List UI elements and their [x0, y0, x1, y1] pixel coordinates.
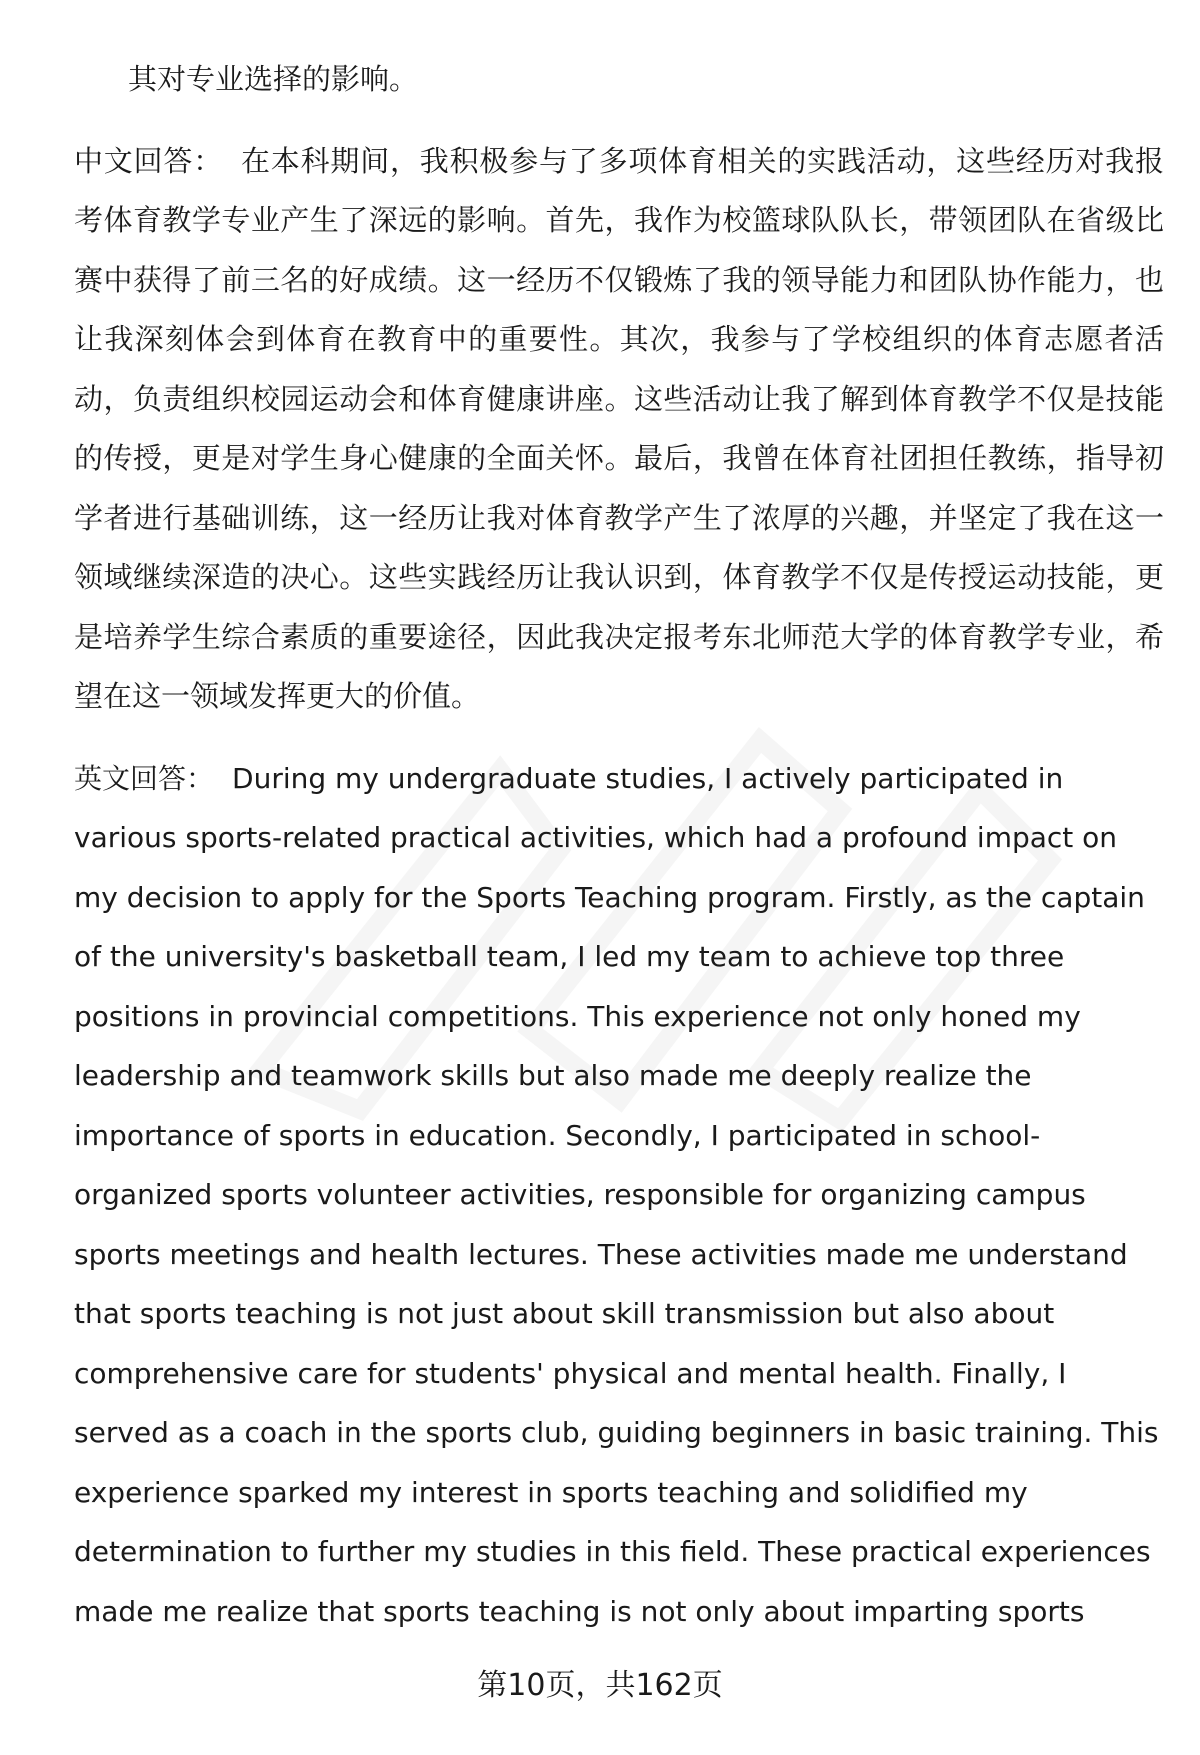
- english-answer-paragraph: [74, 749, 1164, 1642]
- chinese-answer-label: 中文回答：: [74, 143, 223, 178]
- page-indicator: 第10页，共162页: [477, 1668, 723, 1703]
- chinese-answer-paragraph: [74, 132, 1164, 727]
- english-answer-text: During my undergraduate studies, I actively participated in various sports-related practical activities, which had a profound impact on my decision to apply for the Sports Teaching program. Firstly, as the captain of the university's basketball team, I led my team to achieve top three positions in provincial competitions. This experience not only honed my leadership and teamwork skills but also made me deeply realize the importance of sports in education. Secondly, I participated in school-organized sports volunteer activities, responsible for organizing campus sports meetings and health lectures. These activities made me understand that sports teaching is not just about skill transmission but also about comprehensive care for students' physical and mental health. Finally, I served as a coach in the sports club, guiding beginners in basic training. This experience sparked my interest in sports teaching and solidified my determination to further my studies in this field. These practical experiences made me realize that sports teaching is not only about imparting sports: [74, 761, 1159, 1628]
- document-page: [74, 50, 1164, 1641]
- english-answer-label: 英文回答：: [74, 761, 215, 795]
- continuation-paragraph: 其对专业选择的影响。: [128, 62, 419, 96]
- chinese-answer-text: 在本科期间，我积极参与了多项体育相关的实践活动，这些经历对我报考体育教学专业产生了深远的影响。首先，我作为校篮球队队长，带领团队在省级比赛中获得了前三名的好成绩。这一经历不仅锻炼了我的领导能力和团队协作能力，也让我深刻体会到体育在教育中的重要性。其次，我参与了学校组织的体育志愿者活动，负责组织校园运动会和体育健康讲座。这些活动让我了解到体育教学不仅是技能的传授，更是对学生身心健康的全面关怀。最后，我曾在体育社团担任教练，指导初学者进行基础训练，这一经历让我对体育教学产生了浓厚的兴趣，并坚定了我在这一领域继续深造的决心。这些实践经历让我认识到，体育教学不仅是传授运动技能，更是培养学生综合素质的重要途径，因此我决定报考东北师范大学的体育教学专业，希望在这一领域发挥更大的价值。: [74, 143, 1164, 713]
